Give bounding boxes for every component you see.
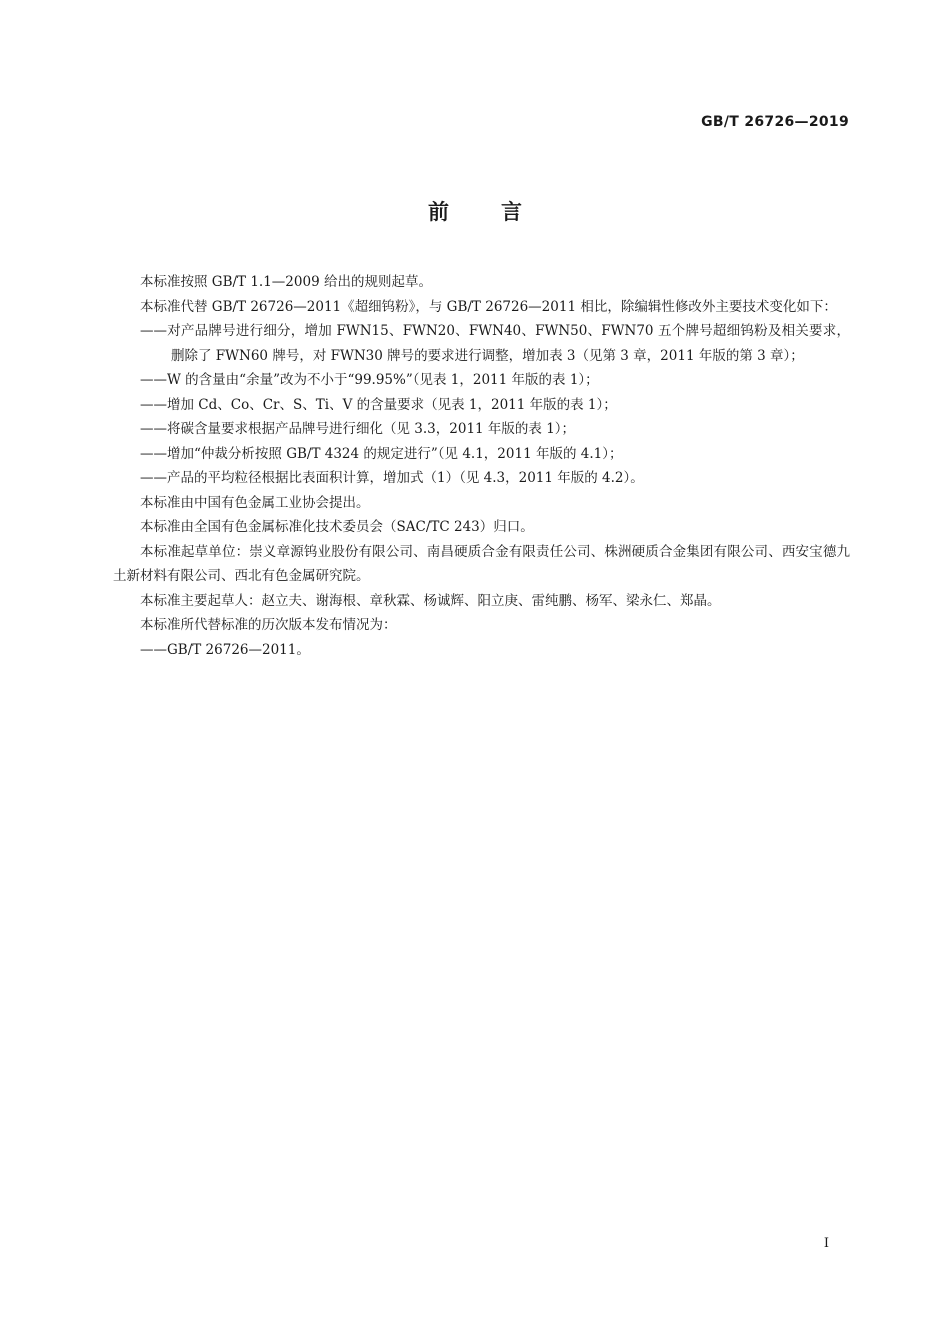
paragraph-drafting-units: 本标准起草单位：崇义章源钨业股份有限公司、南昌硬质合金有限责任公司、株洲硬质合金集团有限公司、西安宝德九土新材料有限公司、西北有色金属研究院。 [113,543,850,584]
change-item: ——产品的平均粒径根据比表面积计算，增加式（1）（见 4.3，2011 年版的 4.2）。 [140,470,644,486]
paragraph-proposer: 本标准由中国有色金属工业协会提出。 [140,494,370,511]
page-title-text: 前言 [428,200,574,224]
change-item: ——对产品牌号进行细分，增加 FWN15、FWN20、FWN40、FWN50、FWN70 五个牌号超细钨粉及相关要求，删除了 FWN60 牌号，对 FWN30 牌号的要求进行调整，增加表 3（见第 3 章，2011 年版的第 3 章）； [140,323,850,364]
change-item: ——W 的含量由“余量”改为不小于“99.95%”（见表 1，2011 年版的表 1）； [140,372,599,388]
change-item: ——增加 Cd、Co、Cr、S、Ti、V 的含量要求（见表 1，2011 年版的表 1）； [140,396,617,413]
paragraph-drafting-rules: 本标准按照 GB/T 1.1—2009 给出的规则起草。 [140,274,432,290]
paragraph-drafters: 本标准主要起草人：赵立夫、谢海根、章秋霖、杨诚辉、阳立庚、雷纯鹏、杨军、梁永仁、郑晶。 [140,592,721,609]
document-body [113,270,850,662]
page-title [0,196,950,226]
change-item: ——增加“仲裁分析按照 GB/T 4324 的规定进行”（见 4.1，2011 年版的 4.1）； [140,445,623,462]
paragraph-history-intro: 本标准所代替标准的历次版本发布情况为： [140,617,397,633]
paragraph-committee: 本标准由全国有色金属标准化技术委员会（SAC/TC 243）归口。 [140,519,534,535]
paragraph-replacement: 本标准代替 GB/T 26726—2011《超细钨粉》，与 GB/T 26726—2011 相比，除编辑性修改外主要技术变化如下： [140,298,837,315]
standard-code: GB/T 26726—2019 [701,114,849,130]
page-number: I [823,1236,829,1251]
change-item: ——将碳含量要求根据产品牌号进行细化（见 3.3，2011 年版的表 1）； [140,421,576,437]
history-item: ——GB/T 26726—2011。 [140,641,310,658]
